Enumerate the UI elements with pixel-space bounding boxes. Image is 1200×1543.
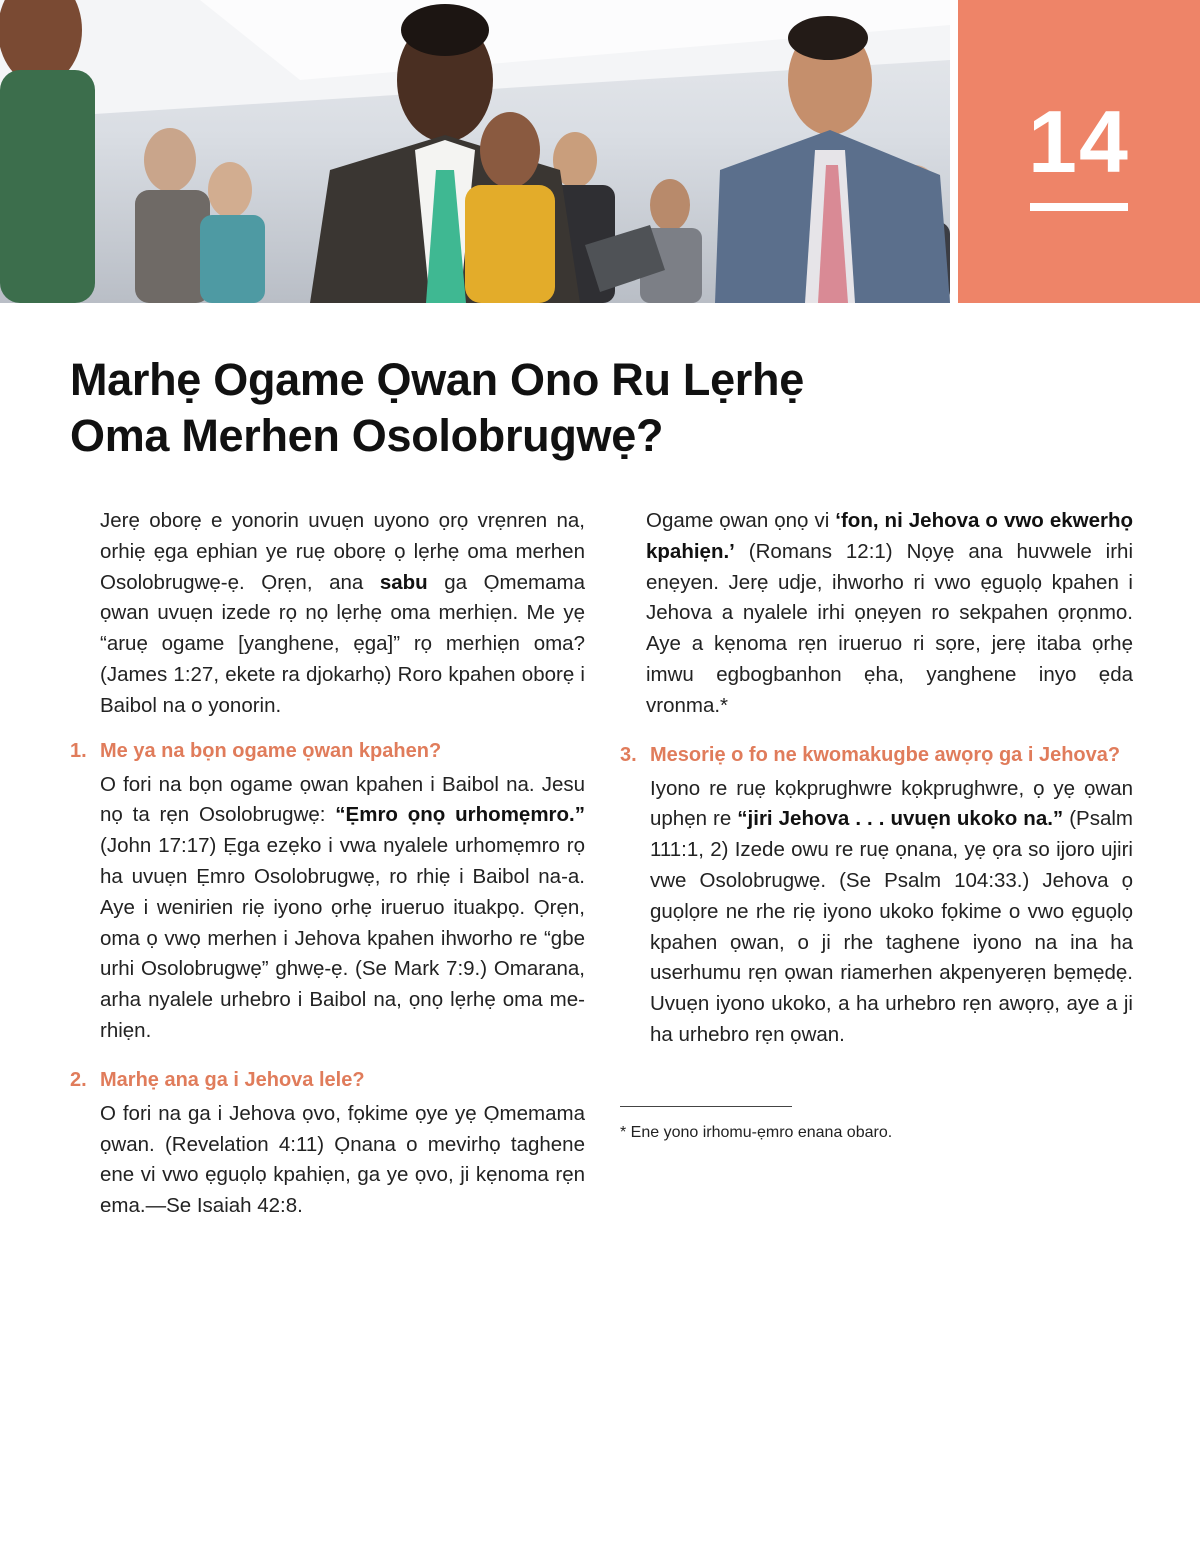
question-1-heading	[70, 736, 585, 766]
question-2-number: 2.	[70, 1068, 87, 1091]
right-intro-bold: ‘fon, ni Jehova o vwo ekwerhọ kpahiẹn.’	[646, 509, 1134, 563]
question-3-answer	[620, 774, 1133, 1051]
intro-text-a: Jerẹ oborẹ e yonorin uvuẹn uyono ọrọ vrẹnren na, orhiẹ ẹga ephian ye ruẹ oborẹ ọ lẹrhẹ oma merhen Osolobrugwẹ-ẹ. Ọrẹn, ana	[100, 509, 585, 594]
question-2-answer: O fori na ga i Jehova ọvo, fọkime ọye yẹ Ọmemama ọwan. (Revelation 4:11) Ọnana o mevirhọ taghene ene vi vwo ẹguọlọ kpahiẹn, ga ye ọvo, ji kẹnoma rẹn ema.—Se Isaiah 42:8.	[100, 1101, 585, 1218]
question-3-number: 3.	[620, 743, 637, 766]
question-3-heading	[620, 740, 1133, 770]
question-1-number: 1.	[70, 739, 87, 762]
q3-bold-quote: “jiri Jehova . . . uvuẹn ukoko na.”	[737, 807, 1064, 831]
right-intro-text-c: (Romans 12:1) Nọyẹ ana huvwele irhi enẹyen. Jerẹ udje, ihworho ri vwo ẹguọlọ kpahen i Jehova a nyalele irhi ọnẹyen ro sekpahen ọrọnmo. Aye a kẹnoma rẹn irueruo ri sọre, jerẹ itaba ọrhẹ imwu egbogbanhon ẹha, yanghene inyo ẹda vronma.*	[646, 539, 1133, 717]
q3-text-c: (Psalm 111:1, 2) Izede owu re ruẹ ọnana, yẹ ọra so ijoro ujiri vwe Osolobrugwẹ. (Se Psalm 104:33.) Jehova ọ guọlọre ne rhe riẹ iyono ukoko fọkime o vwo ẹguọlọ kpahen ọwan, o ji rhe taghene iyono na ina ha userhumu rẹn ọwan riamerhen akpenyerẹn bẹmẹdẹ. Uvuẹn iyono ukoko, a ha urhebro rẹn awọrọ, aye a ji ha urhebro rẹn ọwan.	[650, 807, 1134, 1046]
right-intro-text-a: Ogame ọwan ọnọ vi	[646, 509, 836, 532]
question-2-heading	[70, 1065, 585, 1095]
footnote-divider	[620, 1106, 792, 1107]
lesson-number: 14	[1028, 92, 1130, 191]
worshippers-singing-illustration	[0, 0, 950, 303]
lesson-number-underline	[1030, 203, 1128, 211]
intro-text-c: ga Ọmemama ọwan uvuẹn izede rọ nọ lẹrhẹ oma merhiẹn. Me yẹ “aruẹ ogame [yanghene, ẹga]” rọ merhiẹn oma? (James 1:27, ekete ra djokarhọ) Roro kpahen oborẹ i Baibol na o yonorin.	[100, 570, 585, 717]
footnote: * Ene yono irhomu-ẹmro enana obaro.	[620, 1124, 893, 1141]
q1-text-c: (John 17:17) Ẹga ezẹko i vwa nyalele urhomẹmro rọ ha uvuẹn Ẹmro Osolobrugwẹ, ro rhiẹ i Baibol na-a. Aye i wenirien riẹ iyono ọrhẹ irueruo ituakpọ. Ọrẹn, oma ọ vwọ merhen i Jehova kpahen ihworho re “gbe urhi Osolobrugwẹ” ghwẹ-ẹ. (Se Mark 7:9.) Omarana, arha nyalele urhebro i Baibol na, ọnọ lẹrhẹ oma merhiẹn.	[100, 834, 585, 1042]
lesson-number-badge	[958, 0, 1200, 303]
question-1-text: Me ya na bọn ogame ọwan kpahen?	[100, 739, 442, 762]
question-1-answer	[70, 770, 585, 1047]
question-2-text: Marhẹ ana ga i Jehova lele?	[100, 1068, 365, 1091]
title-line-2: Oma Merhen Osolobrugwẹ?	[70, 410, 664, 461]
question-3-text: Mesoriẹ o fo ne kwomakugbe awọrọ ga i Jehova?	[650, 743, 1121, 766]
left-column	[70, 506, 585, 1222]
q3-text-a: Iyono re ruẹ kọkprughwre kọkprughwre, ọ yẹ ọwan uphẹn re	[650, 776, 1133, 831]
intro-paragraph	[70, 506, 585, 722]
q1-text-a: O fori na bọn ogame ọwan kpahen i Baibol na. Jesu nọ ta rẹn Osolobrugwẹ:	[100, 772, 585, 827]
page-title	[70, 352, 970, 464]
right-column	[620, 506, 1133, 1051]
intro-bold: sabu	[379, 570, 428, 594]
q1-bold-quote: “Ẹmro ọnọ urhomẹmro.”	[335, 803, 585, 827]
header-photo	[0, 0, 950, 303]
right-intro-paragraph	[620, 506, 1133, 722]
title-line-1: Marhẹ Ogame Ọwan Ono Ru Lẹrhẹ	[70, 354, 804, 405]
